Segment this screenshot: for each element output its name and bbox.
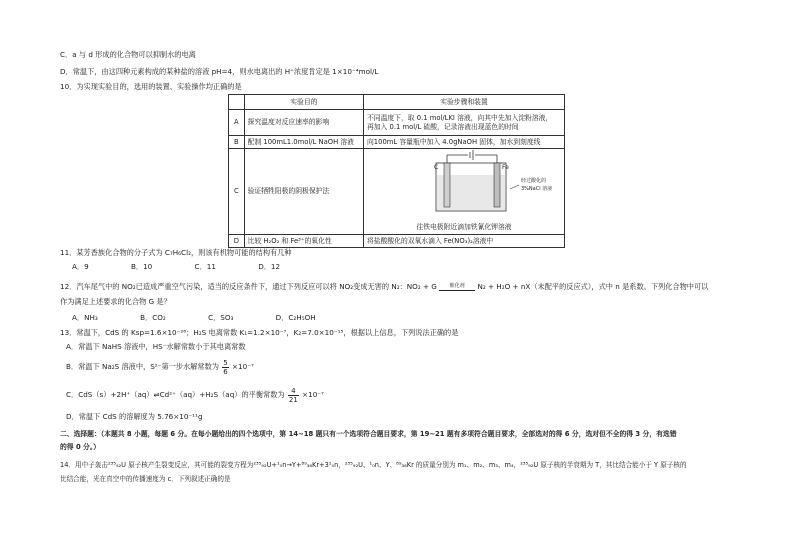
q9-option-c: C．a 与 d 形成的化合物可以抑制水的电离 <box>60 50 196 59</box>
q10-stem: 10．为实现实验目的，选用的装置、实验操作均正确的是 <box>60 82 242 91</box>
fraction-numerator: 4 <box>288 387 299 396</box>
q12-option: A．NH₃ <box>72 313 98 322</box>
table-row <box>229 149 565 235</box>
q11-options <box>72 262 320 272</box>
row-label: B <box>229 136 245 149</box>
fraction-numerator: 5 <box>223 358 228 367</box>
electrode-fe-label: Fe <box>502 164 509 171</box>
q13-option-d: D．常温下 CdS 的溶解度为 5.76×10⁻¹¹g <box>66 412 203 421</box>
carbon-electrode <box>444 163 450 207</box>
row-step-line: 不同温度下，取 0.1 mol/LKI 溶液，向其中先加入淀粉溶液， <box>367 113 553 122</box>
q12-option: B．CO₂ <box>140 313 166 322</box>
q12-option: D．C₂H₅OH <box>275 313 316 322</box>
electrochem-cell-figure <box>364 149 564 223</box>
catalyst-arrow-label: 催化剂 <box>449 283 465 289</box>
q14-stem-line1: 14．用中子轰击²³⁵₉₂U 原子核产生裂变反应，其可能的裂变方程为²³⁵₉₂U+¹₀n→Y+⁸⁹₃₆Kr+3¹₀n，²³⁵₉₂U、¹₀n、Y、⁸⁹₃₆Kr 的质量分别为 m₁、m₂、m₃、m₄，²³⁵₉₂U 原子核的半衰期为 T，其比结合能小于 Y 原子核的 <box>60 461 687 469</box>
q13-option-b <box>66 357 254 377</box>
row-step-line: 将盐酸酸化的双氧水滴入 Fe(NO₃)₂溶液中 <box>364 235 565 248</box>
q11-option: B．10 <box>130 262 153 271</box>
iron-electrode <box>494 163 500 207</box>
experiment-table <box>228 94 565 248</box>
q12-option: C．SO₃ <box>208 313 234 322</box>
row-label: D <box>229 235 245 248</box>
table-header-label <box>229 95 245 110</box>
solution-note-line2: 3%NaCl 溶液 <box>521 186 553 192</box>
electrode-c-label: C <box>434 164 439 171</box>
q13-option-c-exp: ×10⁻⁷ <box>302 390 324 399</box>
q9-option-d: D．常温下，由这四种元素构成的某种盐的溶液 pH=4，则水电离出的 H⁺浓度肯定是 1×10⁻⁴mol/L <box>60 67 379 76</box>
row-steps <box>364 110 565 136</box>
q13-option-b-text: B．常温下 Na₂S 溶液中，S²⁻第一步水解常数为 <box>66 362 219 371</box>
q11-option: A．9 <box>72 262 89 271</box>
table-header-steps: 实验步骤和装置 <box>364 95 565 110</box>
row-purpose: 配制 100mL1.0mol/L NaOH 溶液 <box>244 136 363 149</box>
q13-stem: 13．常温下，CdS 的 Ksp=1.6×10⁻²⁶；H₂S 电离常数 K₁=1.2×10⁻⁷，K₂=7.0×10⁻¹⁵，根据以上信息，下列说法正确的是 <box>60 328 459 337</box>
row-purpose: 验证牺牲阳极的阴极保护法 <box>244 149 363 235</box>
catalyst-arrow <box>439 283 475 291</box>
row-step-line: 向100mL 容量瓶中加入 4.0gNaOH 固体，加水到刻度线 <box>364 136 565 149</box>
fraction-denominator: 6 <box>223 367 228 376</box>
q14-stem-line2: 比结合能，光在真空中的传播速度为 c．下列叙述正确的是 <box>60 475 231 483</box>
q13-option-c-fraction <box>288 387 299 404</box>
q12-options <box>72 313 356 323</box>
q13-option-c <box>66 385 324 405</box>
q13-option-c-text: C．CdS（s）+2H⁺（aq）⇌Cd²⁺（aq）+H₂S（aq）的平衡常数为 <box>66 390 285 399</box>
row-purpose: 比较 H₂O₂ 和 Fe³⁺的氧化性 <box>244 235 363 248</box>
q12-stem-line1 <box>60 282 708 292</box>
q12-stem-a: 12．汽车尾气中的 NO₂已造成严重空气污染，适当的反应条件下，通过下列反应可以将 NO₂变成无害的 N₂：NO₂ + G <box>60 282 437 291</box>
row-label: C <box>229 149 245 235</box>
table-row <box>229 110 565 136</box>
row-step-line: 再加入 0.1 mol/L 硫酸，记录溶液出现蓝色的时间 <box>367 122 519 131</box>
row-label: A <box>229 110 245 136</box>
q13-option-a: A．常温下 NaHS 溶液中，HS⁻水解常数小于其电离常数 <box>66 342 246 351</box>
q13-option-b-exp: ×10⁻⁷ <box>232 362 254 371</box>
fraction-denominator: 21 <box>288 395 298 404</box>
table-row <box>229 235 565 248</box>
table-header-purpose: 实验目的 <box>244 95 363 110</box>
q13-option-b-fraction <box>222 359 228 376</box>
q12-stem-b: N₂ + H₂O + nX（未配平的反应式），式中 n 是系数。下列化合物中可以 <box>477 282 709 291</box>
row-step-line: 往铁电极附近滴加铁氰化钾溶液 <box>416 223 512 231</box>
q12-stem-line2: 作为满足上述要求的化合物 G 是？ <box>60 297 171 306</box>
q11-option: C．11 <box>194 262 216 271</box>
section2-heading-line1: 二、选择题：（本题共 8 小题，每题 6 分。在每小题给出的四个选项中，第 14~18 题只有一个选项符合题目要求，第 19~21 题有多项符合题目要求，全部选对的得 6 分，选对但不全的得 3 分，有选错 <box>60 430 677 438</box>
row-purpose: 探究温度对反应速率的影响 <box>244 110 363 136</box>
electrochem-cell-cell <box>364 149 565 235</box>
table-header-row <box>229 95 565 110</box>
section2-heading-line2: 的得 0 分。） <box>60 443 101 451</box>
q11-option: D．12 <box>258 262 281 271</box>
q11-stem: 11．某芳香族化合物的分子式为 C₇H₆Cl₂，则该有机物可能的结构有几种 <box>60 248 292 257</box>
solution-note-line1: 经过酸化的 <box>521 178 547 184</box>
table-row <box>229 136 565 149</box>
